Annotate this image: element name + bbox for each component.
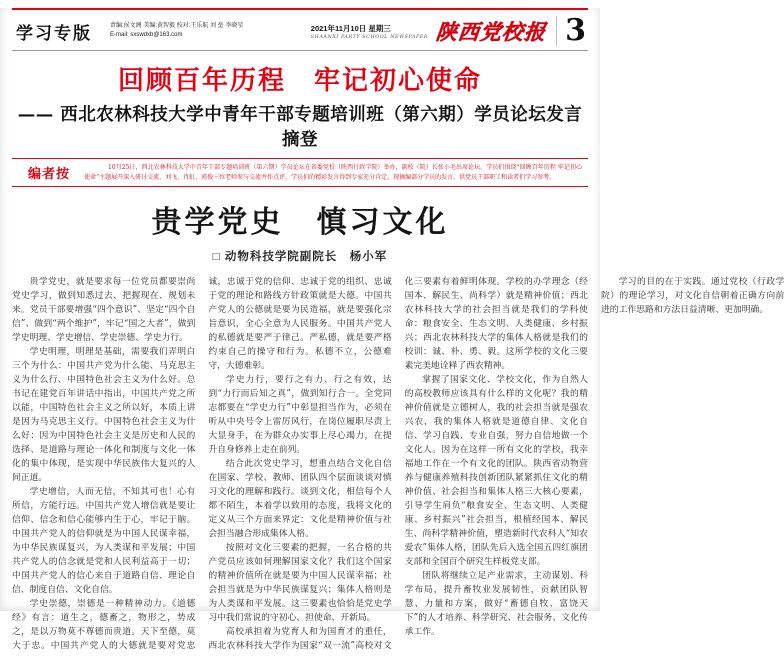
article-paragraph: 贵学党史，就是要求每一位党员都要崇尚党史学习，做到知悉过去、把握现在、规划未来。党员干部要增强“四个意识”、坚定“四个自信”、做到“两个维护”，牢记“国之大者”，做到学史明理、学史增信、学史崇德、学史力行。 [12, 277, 196, 343]
editor-note-box [12, 158, 588, 187]
article-body-columns [12, 275, 784, 663]
article-paragraph: 学史增信，人而无信，不知其可也！心有所信，方能行远。中国共产党人增信就是要让信仰、信念和信心能够内生于心，牢记于脑。中国共产党人的信仰就是为中国人民谋幸福，为中华民族谋复兴，为人类谋和平发展；中国共产党人的信念就是党和人民利益高于一切；中国共产党人的信心来自于道路自信、理论自信、制度自信、文化自信。 [12, 487, 196, 595]
header-rule [12, 50, 588, 51]
newspaper-page [0, 8, 784, 651]
article-paragraph: 按照对文化三要素的把握，一名合格的共产党员应该如何理解国家文化？我们这个国家的精神价值所在就是要为中国人民谋幸福；社会担当就是为中华民族谋复兴；集体人格则是为人类谋和平发展。这三要素也恰恰是党史学习中我们常说的守初心、担使命、开新局。 [208, 543, 392, 623]
credits-line-1: 责编:侯文阁 美编:黄智毅 校对:王乐航 刘 垒 李晓星 [110, 23, 244, 29]
page-number: 3 [565, 13, 586, 48]
publication-date: 2021年11月10日 星期三 [310, 23, 391, 33]
article-paragraph: 高校承担着为党育人和为国育才的重任，西北农林科技大学作为国家“双一流”高校对文化三要素有着鲜明体现。学校的办学理念（经国本、解民生、尚科学）就是精神价值；西北农林科技大学的社会担当就是我们的学科使命：粮食安全、生态文明、人类健康、乡村振兴；西北农林科技大学的集体人格就是我们的校训：诚、朴、勇、毅。这所学校的文化三要素完美地诠释了西农精神。 [208, 277, 588, 651]
editor-note-text: 10月25日，西北农林科技大学中青年干部专题培训班（第六期）学员论坛在省委党校（陕西行政学院）举办，副校（院）长张小毛出席论坛。学员们围绕“回顾百年历程 牢记初心使命”主题展开深入研讨交流，刘飞、肖虹、郭俊三位老师参与交流并作点评，学员们的精彩发言得到专家充分肯定。现摘编部分学员的发言，供党员干部职工和读者们学习参考。 [84, 164, 582, 181]
staff-credits [110, 22, 311, 40]
edition-label: 学习专版 [16, 23, 92, 43]
newspaper-name-calligraphy: 陕西党校报 [434, 19, 548, 44]
sub-headline: —— 西北农林科技大学中青年干部专题培训班（第六期）学员论坛发言摘登 [17, 105, 583, 150]
masthead-right-group [310, 13, 586, 48]
credits-line-2: E-mail: sxswdxb@163.com [110, 32, 183, 38]
date-block [311, 23, 428, 40]
article-byline: □ 动物科技学院副院长 杨小军 [212, 251, 388, 263]
editor-note-label: 编者按 [28, 167, 71, 182]
main-headline: 回顾百年历程 牢记初心使命 [117, 65, 482, 95]
article-paragraph: 结合此次党史学习，想重点结合文化自信在国家、学校、教师、团队四个层面谈谈对慎习文化的理解和践行。谈到文化，相信每个人都不陌生，本着学以致用的态度，我将文化的定义从三个方面来界定：文化是精神价值与社会担当融合形成集体人格。 [208, 459, 392, 539]
article-paragraph: 学史明理，明理是基础，需要我们弄明白三个为什么：中国共产党为什么能、马克思主义为什么行、中国特色社会主义为什么好。总书记在建党百年讲话中指出，中国共产党之所以能，中国特色社会主义之所以好，本质上讲是因为马克思主义行。中国特色社会主义为什么好：因为中国特色社会主义是历史和人民的选择、是道路与理论一体化和制度与文化一体化的集中体现，是实现中华民族伟大复兴的人间正道。 [12, 347, 196, 483]
masthead-bar [12, 10, 588, 50]
headline-section [12, 60, 588, 151]
article-section [12, 197, 784, 663]
publication-name-english: SHAANXI PARTY SCHOOL NEWSPAPER [310, 34, 429, 40]
article-paragraph: 掌握了国家文化、学校文化，作为自然人的高校教师应该具有什么样的文化呢？我的精神价值就是立德树人，我的社会担当就是强农兴农，我的集体人格就是道德自律、文化自信、学习自践、专业自强，努力自信地做一个文化人。因为在这样一所有文化的学校，我幸福地工作在一个有文化的团队。陕西省动物营养与健康养殖科技创新团队紧紧抓住文化的精神价值、社会担当和集体人格三大核心要素，引导学生肩负“粮食安全、生态文明、人类健康、乡村振兴”社会担当，根植经国本、解民生、尚科学精神价值，塑造新时代农科人“知农爱农”集体人格，团队先后入选全国五四红旗团支部和全国百个研究生样板党支部。 [404, 375, 588, 567]
article-title: 贵学党史 慎习文化 [151, 205, 449, 240]
article-paragraph: 团队将继续立足产业需求，主动谋划、科学布局，提升畜牧业发展韧性，贡献团队智慧、力量和方案，做好“畜德自牧、富饶天下”的人才培养、科学研究、社会服务、文化传承工作。 [404, 571, 588, 637]
masthead-divider [556, 16, 557, 46]
article-paragraph: 学史崇德，崇德是一种精神动力。《道德经》有言：道生之，德畜之，物形之，势成之，是以万物莫不尊德而贵道。天下至德，莫大于忠。中国共产党人的大德就是要对党忠诚，忠诚于党的信仰、忠诚于党的组织、忠诚于党的理论和路线方针政策就是大德。中国共产党人的公德就是要为民造福，就是要强化宗旨意识，全心全意为人民服务。中国共产党人的私德就是要严于律己。严私德，就是要严格约束自己的操守和行为。私德不立，公德难守，大德难彰。 [12, 277, 392, 651]
article-paragraph: 学史力行，要行之有力、行之有效，达到“力行而后知之真”，做到知行合一。全党同志都要在“学史力行”中彰显担当作为，必须在听从中央号令上雷厉风行，在岗位履职尽责上大显身手，在为群众办实事上尽心竭力，在提升自身修养上走在前列。 [208, 375, 392, 455]
article-paragraph: 学习的目的在于实践。通过党校（行政学院）的理论学习，对文化自信朝着正确方向前进的工作思路和方法日益清晰、更加明确。 [600, 277, 784, 315]
